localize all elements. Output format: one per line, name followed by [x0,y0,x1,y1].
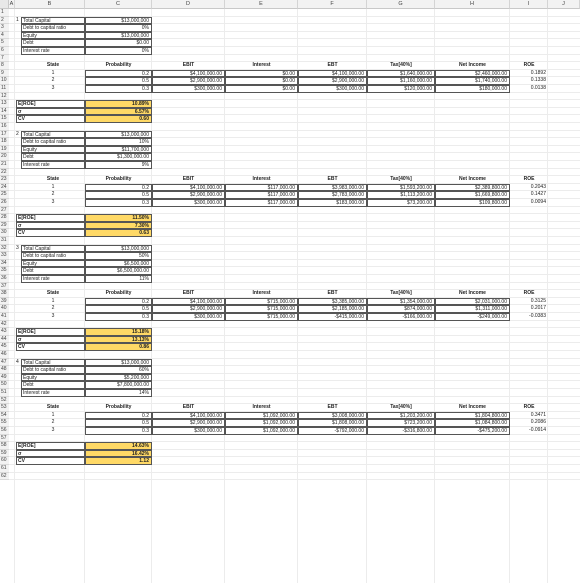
label-interest-rate[interactable]: Interest rate [21,47,85,55]
row-header-8[interactable]: 8 [0,62,9,70]
table-cell-ebt[interactable]: -$415,000.00 [298,313,367,321]
row-header-60[interactable]: 60 [0,457,9,465]
table-cell-net-income[interactable]: $180,000.00 [435,85,510,93]
table-cell-interest[interactable]: $0.00 [225,85,298,93]
row-header-52[interactable]: 52 [0,397,9,405]
column-header-f[interactable]: F [298,0,367,9]
header-roe[interactable]: ROE [523,176,535,183]
table-cell-roe[interactable]: 0.1427 [530,191,546,198]
label-interest-rate[interactable]: Interest rate [21,275,85,283]
row-header-53[interactable]: 53 [0,404,9,412]
row-header-43[interactable]: 43 [0,328,9,336]
table-cell-state[interactable]: 1 [51,69,55,76]
table-cell-roe[interactable]: -0.0383 [529,313,546,319]
table-cell-ebt[interactable]: $3,983,000.00 [298,184,367,192]
table-cell-ebt[interactable]: $2,185,000.00 [298,305,367,313]
row-header-30[interactable]: 30 [0,229,9,237]
label-debt-ratio[interactable]: Debt to capital ratio [21,252,85,260]
value-interest-rate[interactable]: 11% [85,275,152,283]
value-interest-rate[interactable]: 14% [85,389,152,397]
stat-value-cv[interactable]: 0.86 [85,343,152,351]
table-cell-net-income[interactable]: $2,389,800.00 [435,184,510,192]
header-ebt[interactable]: EBT [327,404,338,411]
row-header-48[interactable]: 48 [0,366,9,374]
label-debt-ratio[interactable]: Debt to capital ratio [21,366,85,374]
table-cell-net-income[interactable]: $2,031,000.00 [435,298,510,306]
row-header-54[interactable]: 54 [0,412,9,420]
header-probability[interactable]: Probability [105,404,132,411]
table-cell-roe[interactable]: 0.3125 [530,297,546,304]
row-header-5[interactable]: 5 [0,39,9,47]
header-state[interactable]: State [46,62,60,69]
table-cell-probability[interactable]: 0.5 [85,191,152,199]
label-total-capital[interactable]: Total Capital [21,245,85,253]
stat-value-eroe[interactable]: 11.50% [85,214,152,222]
label-total-capital[interactable]: Total Capital [21,17,85,25]
table-cell-ebit[interactable]: $2,900,000.00 [152,191,225,199]
value-debt[interactable]: $7,800,000.00 [85,381,152,389]
row-header-61[interactable]: 61 [0,465,9,473]
row-header-35[interactable]: 35 [0,267,9,275]
label-debt[interactable]: Debt [21,267,85,275]
stat-label-cv[interactable]: CV [16,115,85,123]
table-cell-interest[interactable]: $117,000.00 [225,184,298,192]
row-header-44[interactable]: 44 [0,336,9,344]
table-cell-roe[interactable]: 0.2017 [530,305,546,312]
table-cell-ebit[interactable]: $4,100,000.00 [152,184,225,192]
scenario-number[interactable]: 1 [16,16,19,23]
table-cell-probability[interactable]: 0.2 [85,70,152,78]
header-roe[interactable]: ROE [523,290,535,297]
table-cell-ebit[interactable]: $2,900,000.00 [152,305,225,313]
row-header-62[interactable]: 62 [0,473,9,481]
label-interest-rate[interactable]: Interest rate [21,161,85,169]
table-cell-ebt[interactable]: $1,808,000.00 [298,419,367,427]
row-header-45[interactable]: 45 [0,343,9,351]
stat-label-eroe[interactable]: E[ROE] [16,214,85,222]
table-cell-state[interactable]: 2 [51,77,55,84]
value-interest-rate[interactable]: 0% [85,47,152,55]
header-state[interactable]: State [46,290,60,297]
table-cell-roe[interactable]: -0.0914 [529,427,546,433]
table-cell-ebt[interactable]: $3,008,000.00 [298,412,367,420]
table-cell-state[interactable]: 3 [51,313,55,319]
header-net-income[interactable]: Net Income [459,176,486,183]
value-debt-ratio[interactable]: 50% [85,252,152,260]
value-equity[interactable]: $11,700,000 [85,146,152,154]
table-cell-roe[interactable]: 0.1892 [530,69,546,76]
header-net-income[interactable]: Net Income [459,290,486,297]
label-total-capital[interactable]: Total Capital [21,131,85,139]
table-cell-interest[interactable]: $715,000.00 [225,298,298,306]
scenario-number[interactable]: 4 [16,358,19,365]
table-cell-interest[interactable]: $1,092,000.00 [225,427,298,435]
value-debt-ratio[interactable]: 10% [85,138,152,146]
header-roe[interactable]: ROE [523,62,535,69]
row-header-24[interactable]: 24 [0,184,9,192]
label-total-capital[interactable]: Total Capital [21,359,85,367]
column-header-g[interactable]: G [367,0,435,9]
table-cell-tax[interactable]: $1,354,000.00 [367,298,435,306]
table-cell-interest[interactable]: $117,000.00 [225,199,298,207]
row-header-27[interactable]: 27 [0,207,9,215]
value-equity[interactable]: $13,000,000 [85,32,152,40]
column-header-i[interactable]: I [510,0,548,9]
table-cell-probability[interactable]: 0.5 [85,305,152,313]
table-cell-ebit[interactable]: $300,000.00 [152,313,225,321]
row-header-4[interactable]: 4 [0,32,9,40]
column-header-a[interactable]: A [9,1,14,7]
table-cell-net-income[interactable]: $109,800.00 [435,199,510,207]
header-interest[interactable]: Interest [252,62,271,69]
row-header-28[interactable]: 28 [0,214,9,222]
table-cell-probability[interactable]: 0.3 [85,427,152,435]
label-debt-ratio[interactable]: Debt to capital ratio [21,138,85,146]
table-cell-ebt[interactable]: $2,783,000.00 [298,191,367,199]
table-cell-net-income[interactable]: $1,804,800.00 [435,412,510,420]
header-ebit[interactable]: EBIT [182,176,195,183]
table-cell-tax[interactable]: $120,000.00 [367,85,435,93]
table-cell-roe[interactable]: 0.0094 [530,199,546,205]
row-header-49[interactable]: 49 [0,374,9,382]
header-tax[interactable]: Tax[40%] [390,290,412,297]
row-header-26[interactable]: 26 [0,199,9,207]
value-debt[interactable]: $0.00 [85,39,152,47]
value-equity[interactable]: $6,500,000 [85,260,152,268]
column-header-b[interactable]: B [15,0,85,9]
table-cell-net-income[interactable]: -$475,200.00 [435,427,510,435]
table-cell-probability[interactable]: 0.2 [85,412,152,420]
table-cell-ebit[interactable]: $4,100,000.00 [152,412,225,420]
value-debt-ratio[interactable]: 0% [85,24,152,32]
stat-label-cv[interactable]: CV [16,457,85,465]
stat-value-eroe[interactable]: 14.63% [85,442,152,450]
table-cell-tax[interactable]: $1,113,200.00 [367,191,435,199]
table-cell-state[interactable]: 2 [51,191,55,198]
row-header-6[interactable]: 6 [0,47,9,55]
column-header-h[interactable]: H [435,0,510,9]
value-equity[interactable]: $5,200,000 [85,374,152,382]
row-header-36[interactable]: 36 [0,275,9,283]
header-ebit[interactable]: EBIT [182,404,195,411]
table-cell-state[interactable]: 1 [51,297,55,304]
table-cell-interest[interactable]: $715,000.00 [225,305,298,313]
header-state[interactable]: State [46,404,60,411]
header-ebt[interactable]: EBT [327,176,338,183]
table-cell-tax[interactable]: $1,203,200.00 [367,412,435,420]
header-roe[interactable]: ROE [523,404,535,411]
header-probability[interactable]: Probability [105,290,132,297]
header-interest[interactable]: Interest [252,176,271,183]
row-header-1[interactable]: 1 [0,9,9,17]
value-total-capital[interactable]: $13,000,000 [85,245,152,253]
header-tax[interactable]: Tax[40%] [390,62,412,69]
table-cell-state[interactable]: 2 [51,305,55,312]
table-cell-ebit[interactable]: $300,000.00 [152,85,225,93]
header-tax[interactable]: Tax[40%] [390,404,412,411]
row-header-13[interactable]: 13 [0,100,9,108]
table-cell-ebit[interactable]: $4,100,000.00 [152,70,225,78]
row-header-51[interactable]: 51 [0,389,9,397]
value-total-capital[interactable]: $13,000,000 [85,359,152,367]
header-interest[interactable]: Interest [252,404,271,411]
grid-row-line [9,479,580,480]
value-total-capital[interactable]: $13,000,000 [85,17,152,25]
header-net-income[interactable]: Net Income [459,404,486,411]
row-header-39[interactable]: 39 [0,298,9,306]
table-cell-roe[interactable]: 0.2043 [530,183,546,190]
table-cell-state[interactable]: 3 [51,427,55,433]
table-cell-probability[interactable]: 0.3 [85,85,152,93]
table-cell-roe[interactable]: 0.0138 [530,85,546,91]
scenario-number[interactable]: 3 [16,244,19,251]
label-equity[interactable]: Equity [21,32,85,40]
table-cell-ebit[interactable]: $300,000.00 [152,199,225,207]
stat-value-sigma[interactable]: 16.42% [85,450,152,458]
row-header-50[interactable]: 50 [0,381,9,389]
header-probability[interactable]: Probability [105,62,132,69]
table-cell-probability[interactable]: 0.5 [85,419,152,427]
table-cell-ebit[interactable]: $2,900,000.00 [152,77,225,85]
stat-value-cv[interactable]: 1.12 [85,457,152,465]
stat-value-sigma[interactable]: 7.30% [85,222,152,230]
table-cell-tax[interactable]: $1,640,000.00 [367,70,435,78]
table-cell-probability[interactable]: 0.5 [85,77,152,85]
table-cell-interest[interactable]: $715,000.00 [225,313,298,321]
table-cell-tax[interactable]: $1,593,200.00 [367,184,435,192]
table-cell-state[interactable]: 3 [51,199,55,205]
grid-row-line [9,472,580,473]
table-cell-interest[interactable]: $1,092,000.00 [225,412,298,420]
label-debt[interactable]: Debt [21,153,85,161]
row-header-34[interactable]: 34 [0,260,9,268]
header-ebit[interactable]: EBIT [182,290,195,297]
stat-label-sigma[interactable]: σ [16,222,85,230]
table-cell-ebt[interactable]: $300,000.00 [298,85,367,93]
row-header-57[interactable]: 57 [0,435,9,443]
value-total-capital[interactable]: $13,000,000 [85,131,152,139]
value-debt[interactable]: $1,300,000.00 [85,153,152,161]
stat-label-sigma[interactable]: σ [16,336,85,344]
table-cell-roe[interactable]: 0.2086 [530,419,546,426]
table-cell-net-income[interactable]: $1,311,000.00 [435,305,510,313]
label-debt[interactable]: Debt [21,381,85,389]
table-cell-net-income[interactable]: $2,460,000.00 [435,70,510,78]
row-header-12[interactable]: 12 [0,93,9,101]
label-interest-rate[interactable]: Interest rate [21,389,85,397]
row-header-18[interactable]: 18 [0,138,9,146]
stat-label-cv[interactable]: CV [16,229,85,237]
row-header-37[interactable]: 37 [0,283,9,291]
table-cell-ebit[interactable]: $300,000.00 [152,427,225,435]
label-equity[interactable]: Equity [21,146,85,154]
row-header-41[interactable]: 41 [0,313,9,321]
table-cell-probability[interactable]: 0.3 [85,313,152,321]
label-debt[interactable]: Debt [21,39,85,47]
row-header-32[interactable]: 32 [0,245,9,253]
select-all-corner[interactable] [0,0,9,9]
stat-value-eroe[interactable]: 15.18% [85,328,152,336]
stat-value-sigma[interactable]: 6.57% [85,108,152,116]
table-cell-ebt[interactable]: $3,385,000.00 [298,298,367,306]
table-cell-net-income[interactable]: $1,740,000.00 [435,77,510,85]
column-header-j[interactable]: J [548,0,580,9]
stat-value-sigma[interactable]: 13.13% [85,336,152,344]
stat-label-eroe[interactable]: E[ROE] [16,442,85,450]
row-header-23[interactable]: 23 [0,176,9,184]
row-header-25[interactable]: 25 [0,191,9,199]
stat-label-sigma[interactable]: σ [16,450,85,458]
column-header-c[interactable]: C [85,0,152,9]
row-header-47[interactable]: 47 [0,359,9,367]
table-cell-probability[interactable]: 0.2 [85,184,152,192]
label-equity[interactable]: Equity [21,374,85,382]
table-cell-tax[interactable]: -$166,000.00 [367,313,435,321]
row-header-40[interactable]: 40 [0,305,9,313]
row-header-2[interactable]: 2 [0,17,9,25]
header-ebit[interactable]: EBIT [182,62,195,69]
row-header-56[interactable]: 56 [0,427,9,435]
value-debt-ratio[interactable]: 60% [85,366,152,374]
column-header-e[interactable]: E [225,0,298,9]
header-net-income[interactable]: Net Income [459,62,486,69]
row-header-59[interactable]: 59 [0,450,9,458]
stat-value-cv[interactable]: 0.60 [85,115,152,123]
table-cell-interest[interactable]: $1,092,000.00 [225,419,298,427]
row-header-17[interactable]: 17 [0,131,9,139]
row-header-55[interactable]: 55 [0,419,9,427]
row-header-42[interactable]: 42 [0,321,9,329]
header-tax[interactable]: Tax[40%] [390,176,412,183]
row-header-15[interactable]: 15 [0,115,9,123]
column-header-d[interactable]: D [152,0,225,9]
row-header-19[interactable]: 19 [0,146,9,154]
row-header-11[interactable]: 11 [0,85,9,93]
label-debt-ratio[interactable]: Debt to capital ratio [21,24,85,32]
row-header-38[interactable]: 38 [0,290,9,298]
header-state[interactable]: State [46,176,60,183]
row-header-7[interactable]: 7 [0,55,9,63]
row-header-58[interactable]: 58 [0,442,9,450]
table-cell-net-income[interactable]: $1,084,800.00 [435,419,510,427]
table-cell-probability[interactable]: 0.3 [85,199,152,207]
row-header-33[interactable]: 33 [0,252,9,260]
table-cell-state[interactable]: 2 [51,419,55,426]
table-cell-ebit[interactable]: $4,100,000.00 [152,298,225,306]
table-cell-ebt[interactable]: $183,000.00 [298,199,367,207]
table-cell-interest[interactable]: $0.00 [225,70,298,78]
stat-value-eroe[interactable]: 10.89% [85,100,152,108]
row-header-22[interactable]: 22 [0,169,9,177]
table-cell-probability[interactable]: 0.2 [85,298,152,306]
label-equity[interactable]: Equity [21,260,85,268]
row-header-21[interactable]: 21 [0,161,9,169]
row-header-16[interactable]: 16 [0,123,9,131]
table-cell-state[interactable]: 1 [51,411,55,418]
table-cell-ebit[interactable]: $2,900,000.00 [152,419,225,427]
table-cell-ebt[interactable]: $2,900,000.00 [298,77,367,85]
table-cell-interest[interactable]: $0.00 [225,77,298,85]
stat-value-cv[interactable]: 0.63 [85,229,152,237]
table-cell-state[interactable]: 3 [51,85,55,91]
header-interest[interactable]: Interest [252,290,271,297]
table-cell-roe[interactable]: 0.1338 [530,77,546,84]
table-cell-tax[interactable]: $73,200.00 [367,199,435,207]
value-debt[interactable]: $6,500,000.00 [85,267,152,275]
value-interest-rate[interactable]: 9% [85,161,152,169]
table-cell-interest[interactable]: $117,000.00 [225,191,298,199]
table-cell-tax[interactable]: $874,000.00 [367,305,435,313]
stat-label-eroe[interactable]: E[ROE] [16,100,85,108]
row-header-9[interactable]: 9 [0,70,9,78]
stat-label-cv[interactable]: CV [16,343,85,351]
table-cell-state[interactable]: 1 [51,183,55,190]
table-cell-ebt[interactable]: -$792,000.00 [298,427,367,435]
table-cell-tax[interactable]: $723,200.00 [367,419,435,427]
row-header-14[interactable]: 14 [0,108,9,116]
table-cell-roe[interactable]: 0.3471 [530,411,546,418]
table-cell-tax[interactable]: $1,160,000.00 [367,77,435,85]
row-header-29[interactable]: 29 [0,222,9,230]
stat-label-sigma[interactable]: σ [16,108,85,116]
table-cell-net-income[interactable]: $1,669,800.00 [435,191,510,199]
row-header-46[interactable]: 46 [0,351,9,359]
scenario-number[interactable]: 2 [16,130,19,137]
stat-label-eroe[interactable]: E[ROE] [16,328,85,336]
row-header-20[interactable]: 20 [0,153,9,161]
header-probability[interactable]: Probability [105,176,132,183]
row-header-10[interactable]: 10 [0,77,9,85]
row-header-3[interactable]: 3 [0,24,9,32]
table-cell-net-income[interactable]: -$249,000.00 [435,313,510,321]
header-ebt[interactable]: EBT [327,290,338,297]
row-header-31[interactable]: 31 [0,237,9,245]
table-cell-ebt[interactable]: $4,100,000.00 [298,70,367,78]
table-cell-tax[interactable]: -$316,800.00 [367,427,435,435]
header-ebt[interactable]: EBT [327,62,338,69]
